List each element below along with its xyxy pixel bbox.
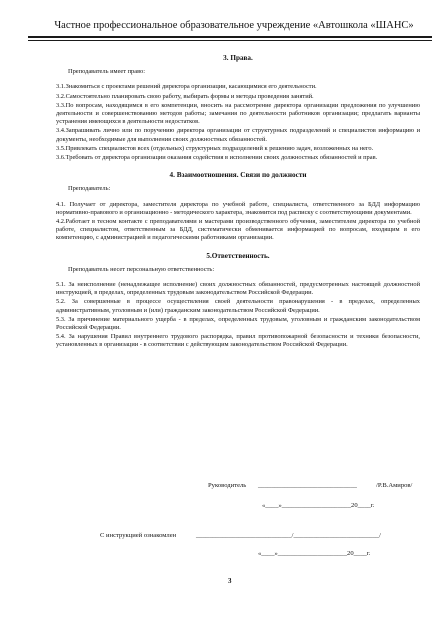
ack-signature-line: _____________________________/__________________________/ [196,532,381,539]
section-5-item: 5.4. За нарушения Правил внутреннего трудового распорядка, правил противопожарной безопасности и техники безопасности, установленных в организации - в соответствии с действующим законодательством Российской Федерации. [56,333,420,349]
section-4-intro: Преподаватель: [68,185,111,193]
ack-label: С инструкцией ознакомлен [100,532,177,539]
header-rule [28,36,432,41]
head-label: Руководитель [208,482,247,489]
section-5-item: 5.1. За неисполнение (ненадлежащее исполнение) своих должностных обязанностей, предусмотренных настоящей должностной инструкцией, в пределах, определенных трудовым законодательством Российской Федерации. [56,281,420,297]
section-3-item: 3.2.Самостоятельно планировать свою работу, выбирать формы и методы проведения занятий. [56,92,314,100]
section-4-title: 4. Взаимоотношения. Связи по должности [169,171,307,180]
section-5-item: 5.3. За причинение материального ущерба - в пределах, определенных трудовым, уголовным и гражданским законодательством Российской Федерации. [56,315,420,332]
page-header: Частное профессиональное образовательное учреждение «Автошкола «ШАНС» [54,20,414,31]
section-5-item: 5.2. За совершенные в процессе осуществления своей деятельности правонарушения - в пределах, определенных административным, уголовным и (или) гражданским законодательством Российской Федерации. [56,298,420,314]
page-number: 3 [228,577,232,585]
section-3-item: 3.4.Запрашивать лично или по поручению директора организации от структурных подразделений и специалистов информацию и документы, необходимые для выполнения своих должностных обязанностей. [56,127,420,143]
document-body [56,52,420,351]
section-5-intro: Преподаватель несет персональную ответственность: [68,265,215,273]
section-5-title: 5.Ответственность. [206,251,270,260]
section-4-item: 4.2.Работает в тесном контакте с преподавателями и мастерами производственного обучения, заместителем директора по учебной работе, специалистом, ответственным за БДД, систематически обменивается информацией по вопросам, входящим в его компетенцию, с администрацией и педагогическими работниками организации. [56,218,420,242]
section-3-item: 3.5.Привлекать специалистов всех (отдельных) структурных подразделений к решению задач, возложенных на него. [56,144,374,152]
head-signature-line: ______________________________ [258,482,357,489]
section-3-item: 3.6.Требовать от директора организации оказания содействия в исполнении своих должностных обязанностей и прав. [56,154,378,162]
head-name: /Р.В.Амиров/ [376,482,413,489]
section-3-item: 3.1.Знакомиться с проектами решений директора организации, касающимися его деятельности. [56,83,317,91]
section-4-item: 4.1. Получает от директора, заместителя директора по учебной работе, специалиста, ответственного за БДД информацию нормативно-правового и организационно - методического характера, знакомится под расписку с соответствующими документами. [56,200,420,216]
date-line-ack: «____»_____________________20____г. [258,550,371,557]
date-line-head: «____»_____________________20____г. [262,502,375,509]
section-3-title: 3. Права. [223,54,253,62]
section-3-item: 3.3.По вопросам, находящимся в его компетенции, вносить на рассмотрение директора организации предложения по улучшению деятельности и совершенствованию методов работы; замечания по деятельности работников организации; предлагать варианты устранения имеющихся в деятельности недостатков. [56,101,420,126]
section-3-intro: Преподаватель имеет право: [68,68,146,76]
